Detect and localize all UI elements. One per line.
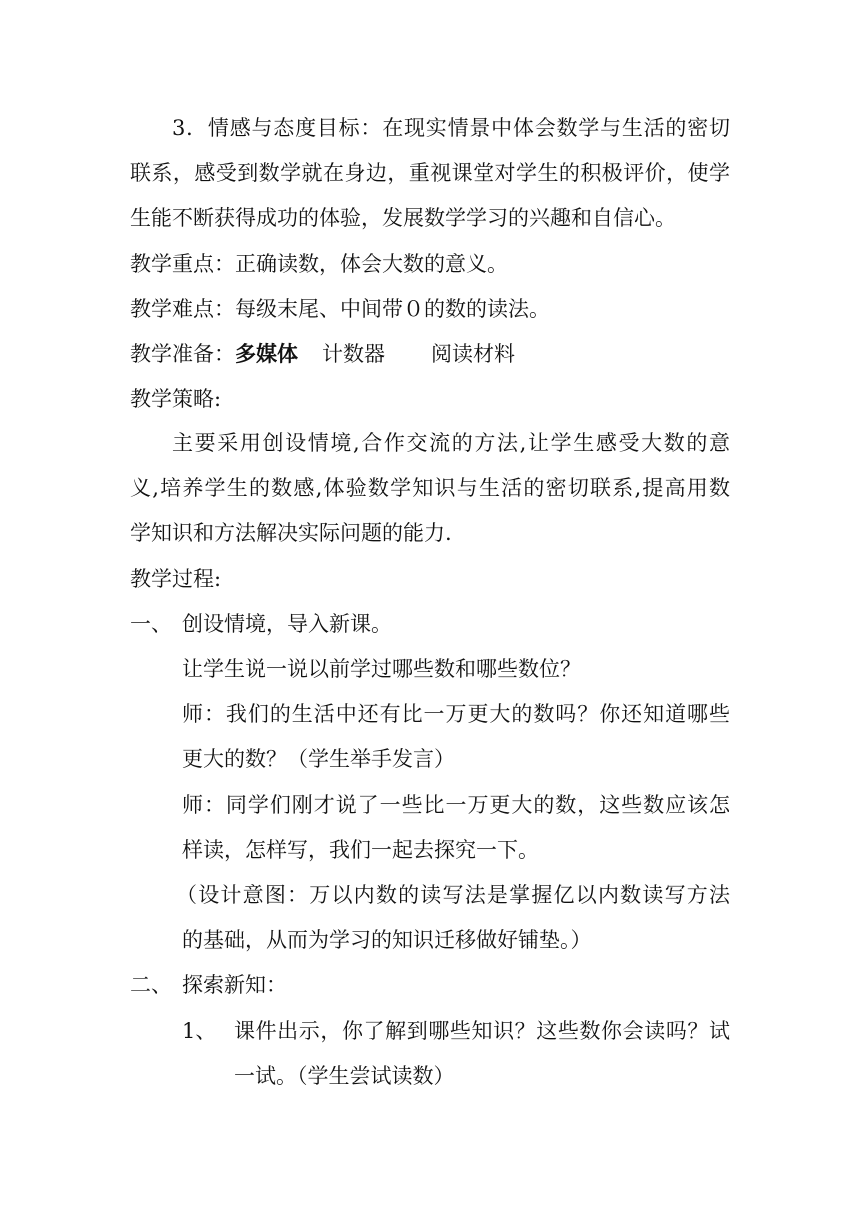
preparation-item-counter: 计数器	[322, 342, 385, 366]
section1-number: 一、	[130, 612, 172, 636]
strategy-label: 教学策略:	[130, 387, 222, 411]
section1-title: 创设情境，导入新课。	[182, 612, 392, 636]
goal3-line1: 3．情感与态度目标：在现实情景中体会数学与生活的密切	[172, 116, 730, 140]
section1-p3-line1: 师：同学们刚才说了一些比一万更大的数，这些数应该怎	[182, 793, 730, 817]
preparation	[130, 339, 730, 369]
section2-title: 探索新知：	[182, 973, 287, 997]
section2-item1-line1: 课件出示，你了解到哪些知识？这些数你会读吗？试	[234, 1019, 730, 1043]
goal3-line2: 联系，感受到数学就在身边，重视课堂对学生的积极评价，使学	[130, 161, 730, 185]
section2-item1-line2: 一试。（学生尝试读数）	[234, 1064, 455, 1088]
section1-p4-line1: （设计意图：万以内数的读写法是掌握亿以内数读写方法	[176, 883, 730, 907]
goal3-line3: 生能不断获得成功的体验，发展数学学习的兴趣和自信心。	[130, 206, 676, 230]
preparation-item-reading: 阅读材料	[431, 342, 515, 366]
section1-p1: 让学生说一说以前学过哪些数和哪些数位？	[182, 657, 581, 681]
section1-p3-line2: 样读，怎样写，我们一起去探究一下。	[182, 838, 539, 862]
section2-item1-number: 1、	[182, 1019, 217, 1043]
key-point: 教学重点：正确读数，体会大数的意义。	[130, 252, 508, 276]
section1-p2-line2: 更大的数？（学生举手发言）	[182, 747, 455, 771]
section1-p2-line1: 师：我们的生活中还有比一万更大的数吗？你还知道哪些	[182, 702, 730, 726]
strategy-line2: 义,培养学生的数感,体验数学知识与生活的密切联系,提高用数	[130, 476, 730, 500]
strategy-line3: 学知识和方法解决实际问题的能力.	[130, 521, 452, 545]
strategy-line1: 主要采用创设情境,合作交流的方法,让学生感受大数的意	[172, 431, 730, 455]
preparation-label: 教学准备：	[130, 342, 235, 366]
process-label: 教学过程:	[130, 567, 222, 591]
section2-number: 二、	[130, 973, 172, 997]
difficulty: 教学难点：每级末尾、中间带０的数的读法。	[130, 297, 550, 321]
preparation-item-multimedia: 多媒体	[235, 342, 298, 366]
section1-p4-line2: 的基础，从而为学习的知识迁移做好铺垫。）	[182, 928, 592, 952]
